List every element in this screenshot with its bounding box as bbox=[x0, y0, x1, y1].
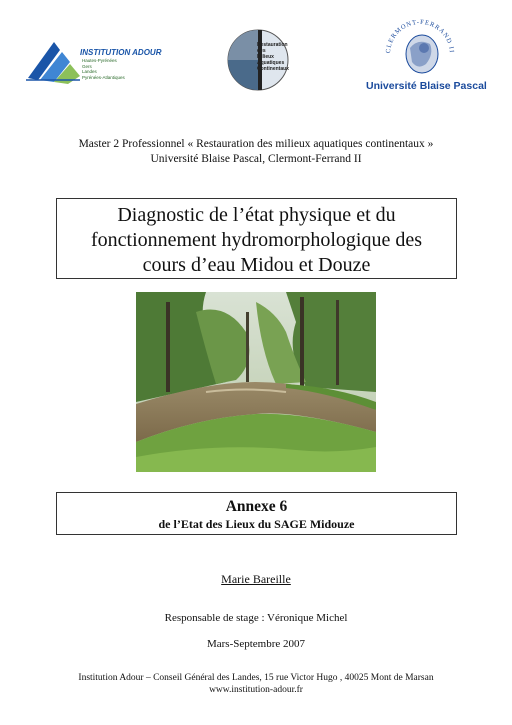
date-range: Mars-Septembre 2007 bbox=[206, 638, 306, 650]
adour-logo-regions: Hautes-Pyrénées Gers Landes Pyrénées-Atlantiques bbox=[82, 58, 125, 80]
footer-website-link[interactable]: www.institution-adour.fr bbox=[209, 685, 303, 695]
footer bbox=[0, 672, 512, 696]
adour-logo-name: INSTITUTION ADOUR bbox=[80, 48, 162, 57]
annex-subtitle: de l’Etat des Lieux du SAGE Midouze bbox=[158, 517, 355, 531]
document-title-line-2: fonctionnement hydromorphologique des bbox=[90, 229, 423, 251]
master-program-logo bbox=[224, 26, 294, 92]
internship-supervisor: Responsable de stage : Véronique Michel bbox=[164, 612, 348, 624]
document-title-box bbox=[56, 198, 457, 279]
annex-box bbox=[56, 492, 457, 535]
document-title-line-3: cours d’eau Midou et Douze bbox=[142, 254, 371, 276]
footer-address: Institution Adour – Conseil Général des Landes, 15 rue Victor Hugo , 40025 Mont de Marsan bbox=[78, 673, 434, 683]
river-landscape-image bbox=[136, 292, 376, 472]
master-logo-text: Restauration des Milieux Aquatiques Continentaux bbox=[257, 42, 289, 72]
university-ring-text: CLERMONT-FERRAND II bbox=[384, 18, 456, 54]
institution-adour-logo bbox=[24, 36, 162, 86]
master-program-line: Master 2 Professionnel « Restauration des milieux aquatiques continentaux » bbox=[78, 138, 434, 150]
university-seal-icon bbox=[360, 14, 480, 80]
university-name: Université Blaise Pascal bbox=[366, 80, 487, 92]
author-name: Marie Bareille bbox=[221, 572, 291, 586]
adour-emblem-icon bbox=[24, 36, 84, 86]
river-photo bbox=[136, 292, 376, 472]
annex-title: Annexe 6 bbox=[225, 498, 288, 515]
author bbox=[0, 572, 512, 587]
university-line: Université Blaise Pascal, Clermont-Ferrand II bbox=[150, 153, 362, 165]
university-logo bbox=[360, 14, 487, 96]
document-title-line-1: Diagnostic de l’état physique et du bbox=[117, 204, 396, 226]
